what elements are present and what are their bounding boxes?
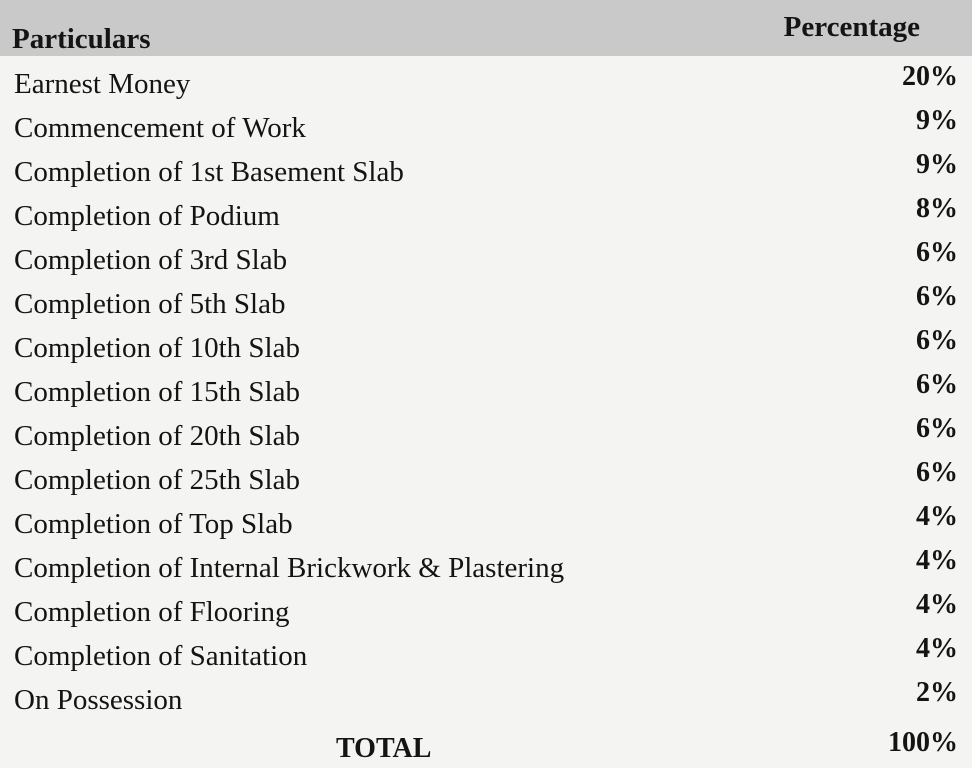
table-row xyxy=(0,192,972,236)
row-particular: Earnest Money xyxy=(14,68,191,100)
column-header-percentage: Percentage xyxy=(783,11,920,43)
row-percentage: 8% xyxy=(916,193,958,224)
row-percentage: 6% xyxy=(916,325,958,356)
table-header xyxy=(0,0,972,56)
row-particular: Completion of 1st Basement Slab xyxy=(14,156,404,188)
row-particular: Completion of Internal Brickwork & Plastering xyxy=(14,552,565,584)
table-row xyxy=(0,456,972,500)
row-percentage: 2% xyxy=(916,677,958,708)
table-row xyxy=(0,676,972,720)
row-percentage: 6% xyxy=(916,281,958,312)
row-percentage: 6% xyxy=(916,237,958,268)
row-particular: Commencement of Work xyxy=(14,112,306,144)
row-particular: Completion of Flooring xyxy=(14,596,290,628)
row-particular: Completion of 10th Slab xyxy=(14,332,300,364)
row-particular: Completion of 20th Slab xyxy=(14,420,300,452)
table-row xyxy=(0,412,972,456)
row-percentage: 6% xyxy=(916,413,958,444)
table-row xyxy=(0,60,972,104)
row-percentage: 20% xyxy=(902,61,958,92)
column-header-particulars: Particulars xyxy=(12,23,151,55)
row-percentage: 4% xyxy=(916,545,958,576)
row-particular: On Possession xyxy=(14,684,183,716)
table-row xyxy=(0,588,972,632)
table-row xyxy=(0,104,972,148)
row-particular: Completion of 5th Slab xyxy=(14,288,286,320)
row-percentage: 6% xyxy=(916,369,958,400)
row-percentage: 9% xyxy=(916,149,958,180)
row-percentage: 4% xyxy=(916,501,958,532)
payment-schedule-table xyxy=(0,60,972,720)
table-row xyxy=(0,544,972,588)
row-particular: Completion of Top Slab xyxy=(14,508,293,540)
row-particular: Completion of Sanitation xyxy=(14,640,308,672)
row-particular: Completion of Podium xyxy=(14,200,280,232)
total-label: TOTAL xyxy=(336,733,432,764)
table-row xyxy=(0,324,972,368)
table-row xyxy=(0,148,972,192)
table-row xyxy=(0,236,972,280)
table-row xyxy=(0,632,972,676)
row-percentage: 4% xyxy=(916,589,958,620)
row-particular: Completion of 15th Slab xyxy=(14,376,300,408)
row-particular: Completion of 3rd Slab xyxy=(14,244,288,276)
total-percentage: 100% xyxy=(888,727,958,758)
table-row xyxy=(0,500,972,544)
row-particular: Completion of 25th Slab xyxy=(14,464,300,496)
row-percentage: 6% xyxy=(916,457,958,488)
table-row xyxy=(0,280,972,324)
row-percentage: 9% xyxy=(916,105,958,136)
table-row xyxy=(0,368,972,412)
row-percentage: 4% xyxy=(916,633,958,664)
total-row xyxy=(0,724,972,768)
